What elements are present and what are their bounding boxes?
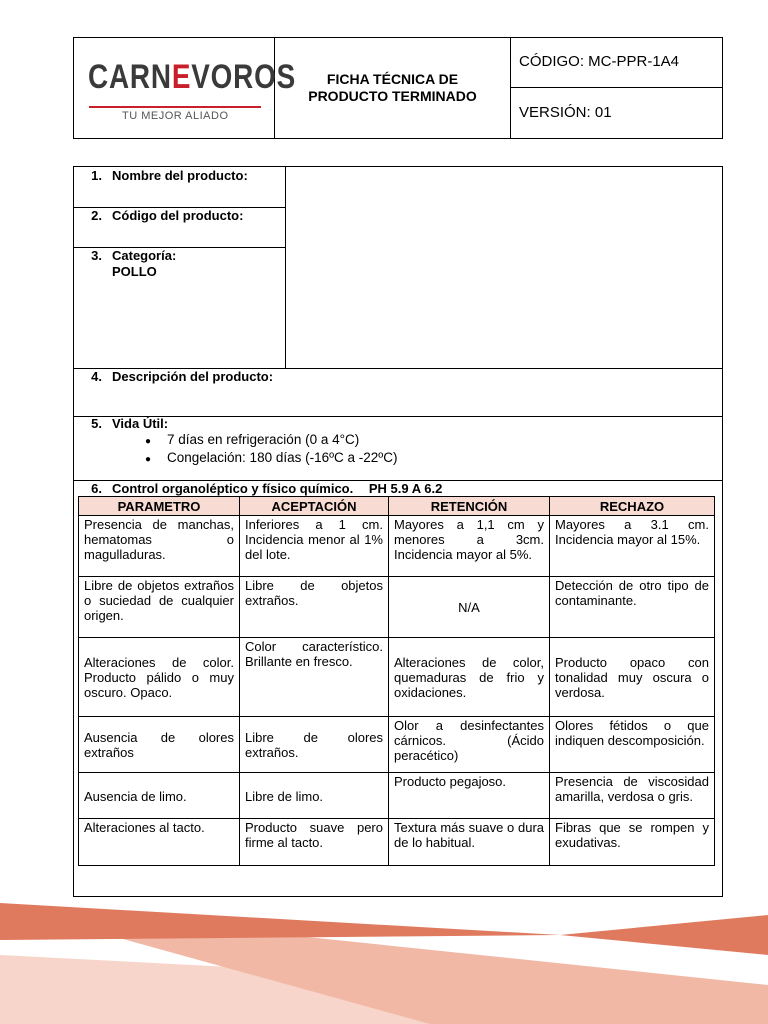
- table-cell: Producto suave pero firme al tacto.: [240, 819, 389, 866]
- table-row: [79, 773, 715, 819]
- document-header: [73, 37, 723, 139]
- table-cell: Alteraciones de color, quemaduras de frio y oxidaciones.: [389, 638, 550, 717]
- table-row: [79, 717, 715, 773]
- field-organoleptic-control: 6. Control organoléptico y físico químico. PH 5.9 A 6.2: [91, 481, 443, 496]
- footer-decoration: [0, 895, 768, 1024]
- table-cell: Fibras que se rompen y exudativas.: [550, 819, 715, 866]
- table-cell: Color característico. Brillante en fresco.: [240, 638, 389, 717]
- table-cell: Presencia de viscosidad amarilla, verdosa o gris.: [550, 773, 715, 819]
- table-cell: Libre de olores extraños.: [240, 717, 389, 773]
- divider: [74, 416, 722, 417]
- logo-cell: [74, 38, 297, 138]
- field-shelf-life: 5. Vida Útil:: [91, 416, 169, 431]
- table-cell: Alteraciones de color. Producto pálido o muy oscuro. Opaco.: [79, 638, 240, 717]
- table-row: [79, 638, 715, 717]
- column-header-retention: RETENCIÓN: [389, 497, 550, 516]
- shelf-life-bullet: ● 7 días en refrigeración (0 a 4°C): [145, 432, 360, 447]
- divider: [285, 167, 286, 368]
- table-cell: Olor a desinfectantes cárnicos. (Ácido peracético): [389, 717, 550, 773]
- table-cell: Libre de objetos extraños o suciedad de cualquier origen.: [79, 577, 240, 638]
- field-product-name: 1. Nombre del producto:: [91, 168, 248, 183]
- control-table: [78, 496, 715, 866]
- field-description: 4. Descripción del producto:: [91, 369, 274, 384]
- table-cell: Libre de limo.: [240, 773, 389, 819]
- table-cell: Producto pegajoso.: [389, 773, 550, 819]
- table-cell: Ausencia de olores extraños: [79, 717, 240, 773]
- table-cell: Inferiores a 1 cm. Incidencia menor al 1% del lote.: [240, 516, 389, 577]
- column-header-parameter: PARAMETRO: [79, 497, 240, 516]
- table-cell: Presencia de manchas, hematomas o magulladuras.: [79, 516, 240, 577]
- field-product-code: 2. Código del producto:: [91, 208, 244, 223]
- table-cell: Alteraciones al tacto.: [79, 819, 240, 866]
- table-cell: Detección de otro tipo de contaminante.: [550, 577, 715, 638]
- category-value: POLLO: [112, 264, 157, 279]
- table-cell: Ausencia de limo.: [79, 773, 240, 819]
- table-cell: Olores fétidos o que indiquen descomposición.: [550, 717, 715, 773]
- table-cell: Libre de objetos extraños.: [240, 577, 389, 638]
- table-cell: Textura más suave o dura de lo habitual.: [389, 819, 550, 866]
- decor-band-dark: [560, 915, 768, 955]
- table-cell: N/A: [389, 577, 550, 638]
- document-title: FICHA TÉCNICA DE PRODUCTO TERMINADO: [275, 38, 511, 138]
- table-cell: Producto opaco con tonalidad muy oscura o verdosa.: [550, 638, 715, 717]
- field-category: 3. Categoría: POLLO: [91, 248, 177, 279]
- table-cell: Mayores a 3.1 cm. Incidencia mayor al 15%.: [550, 516, 715, 577]
- document-code: CÓDIGO: MC-PPR-1A4: [511, 38, 722, 88]
- logo-tagline: TU MEJOR ALIADO: [122, 110, 229, 122]
- brand-logo: CARNEVOROS: [88, 58, 297, 96]
- logo-underline: [89, 106, 261, 108]
- document-version: VERSIÓN: 01: [519, 104, 612, 121]
- ph-range: PH 5.9 A 6.2: [368, 481, 443, 496]
- decor-band-dark: [0, 903, 560, 940]
- table-row: [79, 516, 715, 577]
- table-header-row: [79, 497, 715, 516]
- shelf-life-bullet: ● Congelación: 180 días (-16ºC a -22ºC): [145, 450, 398, 465]
- table-cell: Mayores a 1,1 cm y menores a 3cm. Incidencia mayor al 5%.: [389, 516, 550, 577]
- table-row: [79, 577, 715, 638]
- table-row: [79, 819, 715, 866]
- column-header-acceptance: ACEPTACIÓN: [240, 497, 389, 516]
- column-header-rejection: RECHAZO: [550, 497, 715, 516]
